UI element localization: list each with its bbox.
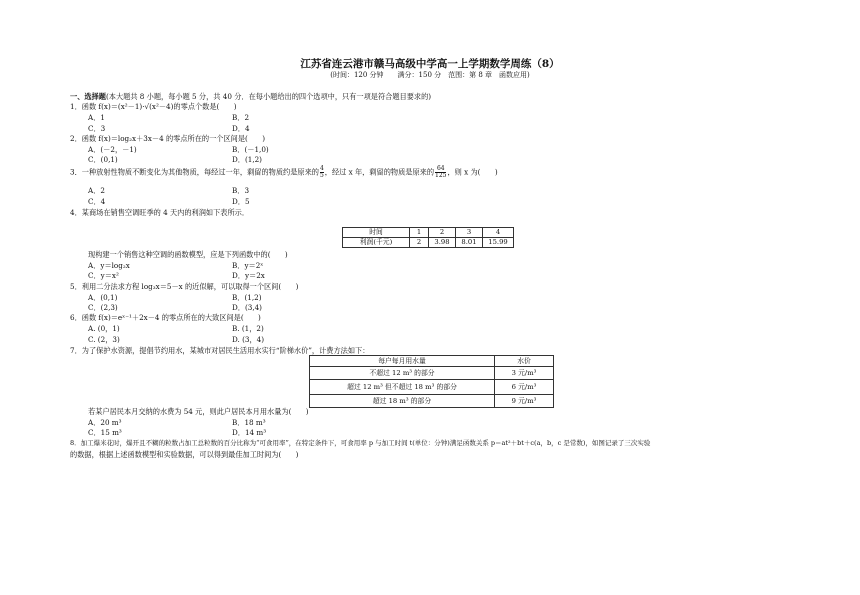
q3-option-d: D．5 bbox=[232, 197, 250, 206]
q3-option-b: B．3 bbox=[232, 186, 250, 195]
q3-stem: 3．一种放射性物质不断变化为其他物质，每经过一年，剩留的物质约是原来的 $\frac{4}{5}$ ，经过 x 年，剩留的物质是原来的 $\frac{64}{125}$ ，则 x 为( ) bbox=[70, 165, 498, 179]
q7-option-d: D．14 m³ bbox=[232, 428, 267, 437]
q7-follow: 若某户居民本月交纳的水费为 54 元，则此户居民本月用水量为( ) bbox=[88, 407, 309, 416]
q5-stem: 5．利用二分法求方程 log₃x＝5－x 的近似解，可以取得一个区间( ) bbox=[70, 282, 299, 291]
q6-stem: 6．函数 f(x)＝eˣ⁻¹＋2x－4 的零点所在的大致区间是( ) bbox=[70, 313, 261, 322]
q1-option-a: A．1 bbox=[88, 113, 105, 122]
page-subtitle: (时间：120 分钟 满分：150 分 范围：第 8 章 函数应用) bbox=[330, 71, 530, 79]
q6-option-a: A. (0，1) bbox=[88, 324, 120, 333]
q6-option-c: C. (2，3) bbox=[88, 335, 120, 344]
table-row: 利润(千元) 2 3.98 8.01 15.99 bbox=[343, 238, 514, 248]
q1-option-d: D．4 bbox=[232, 124, 250, 133]
q2-option-c: C．(0,1) bbox=[88, 155, 118, 164]
q2-option-b: B．(－1,0) bbox=[232, 145, 269, 154]
q1-option-c: C．3 bbox=[88, 124, 106, 133]
q7-stem: 7．为了保护水资源，提倡节约用水，某城市对居民生活用水实行“阶梯水价”，计费方法如下： bbox=[70, 346, 370, 355]
q8-stem-line2: 的数据，根据上述函数模型和实验数据，可以得到最佳加工时间为( ) bbox=[70, 450, 299, 459]
q3-fraction-64-125: $\frac{64}{125}$ bbox=[435, 165, 447, 179]
q5-option-d: D．(3,4) bbox=[232, 303, 262, 312]
q4-stem: 4．某商场在销售空调旺季的 4 天内的利润如下表所示． bbox=[70, 208, 250, 217]
q5-option-a: A．(0,1) bbox=[88, 293, 118, 302]
table-row: 每户每月用水量 水价 bbox=[310, 356, 554, 367]
q4-option-d: D．y＝2x bbox=[232, 271, 265, 280]
table-row: 超过 18 m³ 的部分 9 元/m³ bbox=[310, 395, 554, 408]
q7-option-b: B．18 m³ bbox=[232, 418, 266, 427]
page-title: 江苏省连云港市赣马高级中学高一上学期数学周练（8） bbox=[300, 58, 560, 70]
q5-option-c: C．(2,3) bbox=[88, 303, 118, 312]
q4-follow: 现构建一个销售这种空调的函数模型，应是下列函数中的( ) bbox=[88, 250, 288, 259]
section-heading-line bbox=[70, 92, 431, 101]
q7-option-c: C．15 m³ bbox=[88, 428, 122, 437]
q1-stem: 1．函数 f(x)＝(x²－1)·√(x²－4)的零点个数是( ) bbox=[70, 102, 237, 111]
table-row: 超过 12 m³ 但不超过 18 m³ 的部分 6 元/m³ bbox=[310, 380, 554, 395]
q3-option-a: A．2 bbox=[88, 186, 105, 195]
q7-water-price-table bbox=[309, 355, 554, 408]
section-instructions: (本大题共 8 小题，每小题 5 分，共 40 分．在每小题给出的四个选项中，只有一项是符合题目要求的) bbox=[105, 92, 432, 101]
q6-option-d: D. (3，4) bbox=[232, 335, 265, 344]
table-row: 不超过 12 m³ 的部分 3 元/m³ bbox=[310, 367, 554, 380]
q6-option-b: B. (1，2) bbox=[232, 324, 264, 333]
q4-option-b: B．y＝2ˣ bbox=[232, 261, 264, 270]
q7-option-a: A．20 m³ bbox=[88, 418, 122, 427]
q2-option-d: D．(1,2) bbox=[232, 155, 262, 164]
q1-option-b: B．2 bbox=[232, 113, 250, 122]
table-row: 时间 1 2 3 4 bbox=[343, 228, 514, 238]
q2-option-a: A．(－2，－1) bbox=[88, 145, 137, 154]
q3-option-c: C．4 bbox=[88, 197, 106, 206]
q8-stem-line1: 8．加工爆米花时，爆开且不糊的粒数占加工总粒数的百分比称为“可食用率”，在特定条件下，可食用率 p 与加工时间 t(单位：分钟)满足函数关系 p＝at²＋bt＋c(a，b，c 是常数)，如图记录了三次实验 bbox=[70, 439, 651, 447]
q4-option-c: C．y＝x² bbox=[88, 271, 119, 280]
q3-fraction-4-5: $\frac{4}{5}$ bbox=[319, 165, 324, 179]
q4-profit-table bbox=[342, 227, 514, 248]
q2-stem: 2．函数 f(x)＝log₂x＋3x－4 的零点所在的一个区间是( ) bbox=[70, 134, 265, 143]
section-heading: 一、选择题 bbox=[70, 92, 106, 101]
q5-option-b: B．(1,2) bbox=[232, 293, 262, 302]
q4-option-a: A．y＝log₂x bbox=[88, 261, 130, 270]
